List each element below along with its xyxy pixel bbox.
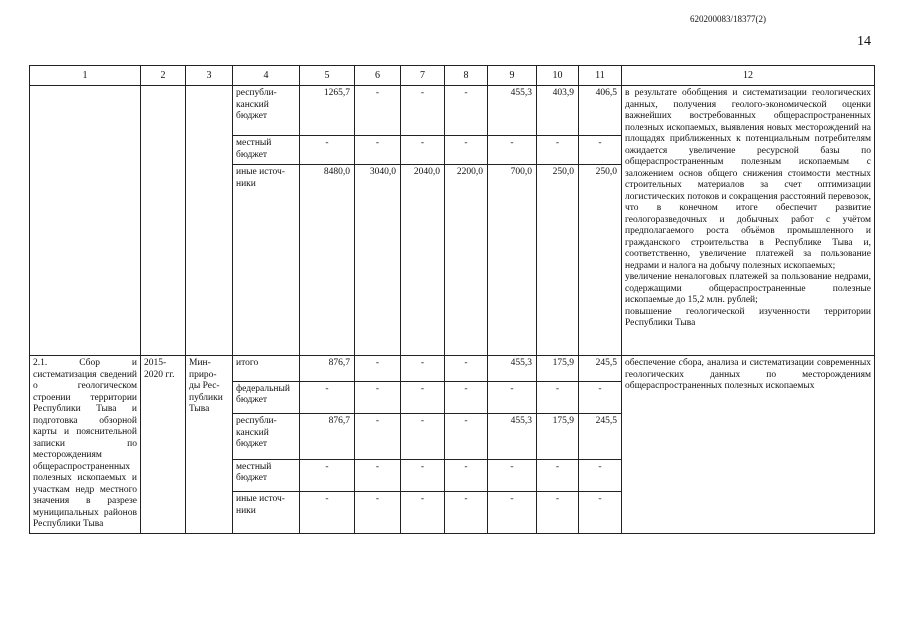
funding-value: - [445, 492, 488, 533]
funding-value: - [401, 136, 445, 165]
funding-source: местный бюджет [233, 459, 300, 491]
funding-value: 700,0 [488, 165, 537, 356]
activity-cell [30, 86, 141, 356]
funding-value: 2040,0 [401, 165, 445, 356]
funding-source: федеральный бюджет [233, 381, 300, 413]
executor-cell [186, 86, 233, 356]
funding-value: - [488, 381, 537, 413]
header-cell: 1 [30, 66, 141, 86]
funding-value: - [445, 356, 488, 382]
funding-value: - [401, 356, 445, 382]
funding-value: - [445, 136, 488, 165]
funding-value: - [445, 459, 488, 491]
program-table [29, 65, 875, 534]
funding-value: - [401, 459, 445, 491]
funding-value: 403,9 [537, 86, 579, 136]
funding-value: 245,5 [579, 414, 622, 460]
header-row [30, 66, 875, 86]
funding-value: - [445, 414, 488, 460]
funding-value: 455,3 [488, 414, 537, 460]
funding-value: - [579, 459, 622, 491]
funding-source: итого [233, 356, 300, 382]
funding-value: 2200,0 [445, 165, 488, 356]
executor-cell: Мин- приро- ды Рес- публики Тыва [186, 356, 233, 534]
funding-value: - [355, 356, 401, 382]
funding-value: - [488, 459, 537, 491]
funding-value: - [537, 459, 579, 491]
funding-value: - [401, 414, 445, 460]
expected-result: в результате обобщения и систематизации геологических данных, получения геолого-экономической оценки важнейших востребованных общераспространенных полезных ископаемых, выявления новых месторождений на площадях приближенных к потенциальным потребителям ожидается увеличение ресурсной базы по общераспространенным полезным ископаемым с заложением основ общего снижения стоимости местных строительных материалов за счет оптимизации логистических потоков и сокращения расстояний перевозок, что в конечном итоге обеспечит развитие геологоразведочных и добычных работ с учётом предполагаемого роста объёмов промышленного и гражданского строительства в Республике Тыва и, соответственно, увеличение платежей за пользование недрами и налога на добычу полезных ископаемых; увеличение неналоговых платежей за пользование недрами, содержащими общераспространенные полезные ископаемые до 15,2 млн. рублей; повышение геологической изученности территории Республики Тыва [622, 86, 875, 356]
header-cell: 9 [488, 66, 537, 86]
header-cell: 10 [537, 66, 579, 86]
document-id: 620200083/18377(2) [690, 14, 766, 24]
expected-result: обеспечение сбора, анализа и систематизации современных геологических данных по месторождениям общераспространенных полезных ископаемых [622, 356, 875, 534]
header-cell: 12 [622, 66, 875, 86]
funding-value: - [537, 492, 579, 533]
funding-value: - [300, 459, 355, 491]
funding-value: 455,3 [488, 86, 537, 136]
funding-value: 250,0 [537, 165, 579, 356]
funding-value: - [355, 136, 401, 165]
funding-value: - [537, 381, 579, 413]
funding-value: 455,3 [488, 356, 537, 382]
funding-value: - [579, 492, 622, 533]
header-cell: 7 [401, 66, 445, 86]
funding-value: - [488, 492, 537, 533]
funding-value: - [537, 136, 579, 165]
period-cell: 2015- 2020 гг. [141, 356, 186, 534]
funding-value: 1265,7 [300, 86, 355, 136]
funding-value: - [355, 86, 401, 136]
funding-value: 876,7 [300, 414, 355, 460]
funding-source: иные источ- ники [233, 492, 300, 533]
header-cell: 4 [233, 66, 300, 86]
header-cell: 6 [355, 66, 401, 86]
funding-value: - [579, 381, 622, 413]
funding-value: 876,7 [300, 356, 355, 382]
header-cell: 2 [141, 66, 186, 86]
period-cell [141, 86, 186, 356]
funding-source: республи- канский бюджет [233, 414, 300, 460]
funding-value: - [579, 136, 622, 165]
table-row [30, 86, 875, 136]
funding-value: - [445, 86, 488, 136]
funding-value: - [355, 381, 401, 413]
funding-value: - [300, 136, 355, 165]
funding-value: 175,9 [537, 414, 579, 460]
funding-source: республи- канский бюджет [233, 86, 300, 136]
funding-value: - [355, 492, 401, 533]
funding-source: иные источ- ники [233, 165, 300, 356]
activity-cell: 2.1. Сбор и систематизация сведений о геологическом строении территории Республики Тыва и подготовка обзорной карты и пояснительной записки по месторождениям общераспространенных полезных ископаемых и участкам недр местного значения в разрезе муниципальных районов Республики Тыва [30, 356, 141, 534]
funding-value: - [445, 381, 488, 413]
funding-value: 175,9 [537, 356, 579, 382]
funding-value: - [401, 86, 445, 136]
funding-value: - [300, 492, 355, 533]
funding-value: - [355, 414, 401, 460]
funding-value: - [401, 381, 445, 413]
funding-value: - [355, 459, 401, 491]
funding-value: 8480,0 [300, 165, 355, 356]
funding-source: местный бюджет [233, 136, 300, 165]
funding-value: - [488, 136, 537, 165]
funding-value: - [401, 492, 445, 533]
header-cell: 5 [300, 66, 355, 86]
funding-value: 245,5 [579, 356, 622, 382]
funding-value: 3040,0 [355, 165, 401, 356]
header-cell: 8 [445, 66, 488, 86]
header-cell: 3 [186, 66, 233, 86]
page-number: 14 [857, 34, 871, 49]
funding-value: 250,0 [579, 165, 622, 356]
funding-value: - [300, 381, 355, 413]
table-row [30, 356, 875, 382]
header-cell: 11 [579, 66, 622, 86]
funding-value: 406,5 [579, 86, 622, 136]
